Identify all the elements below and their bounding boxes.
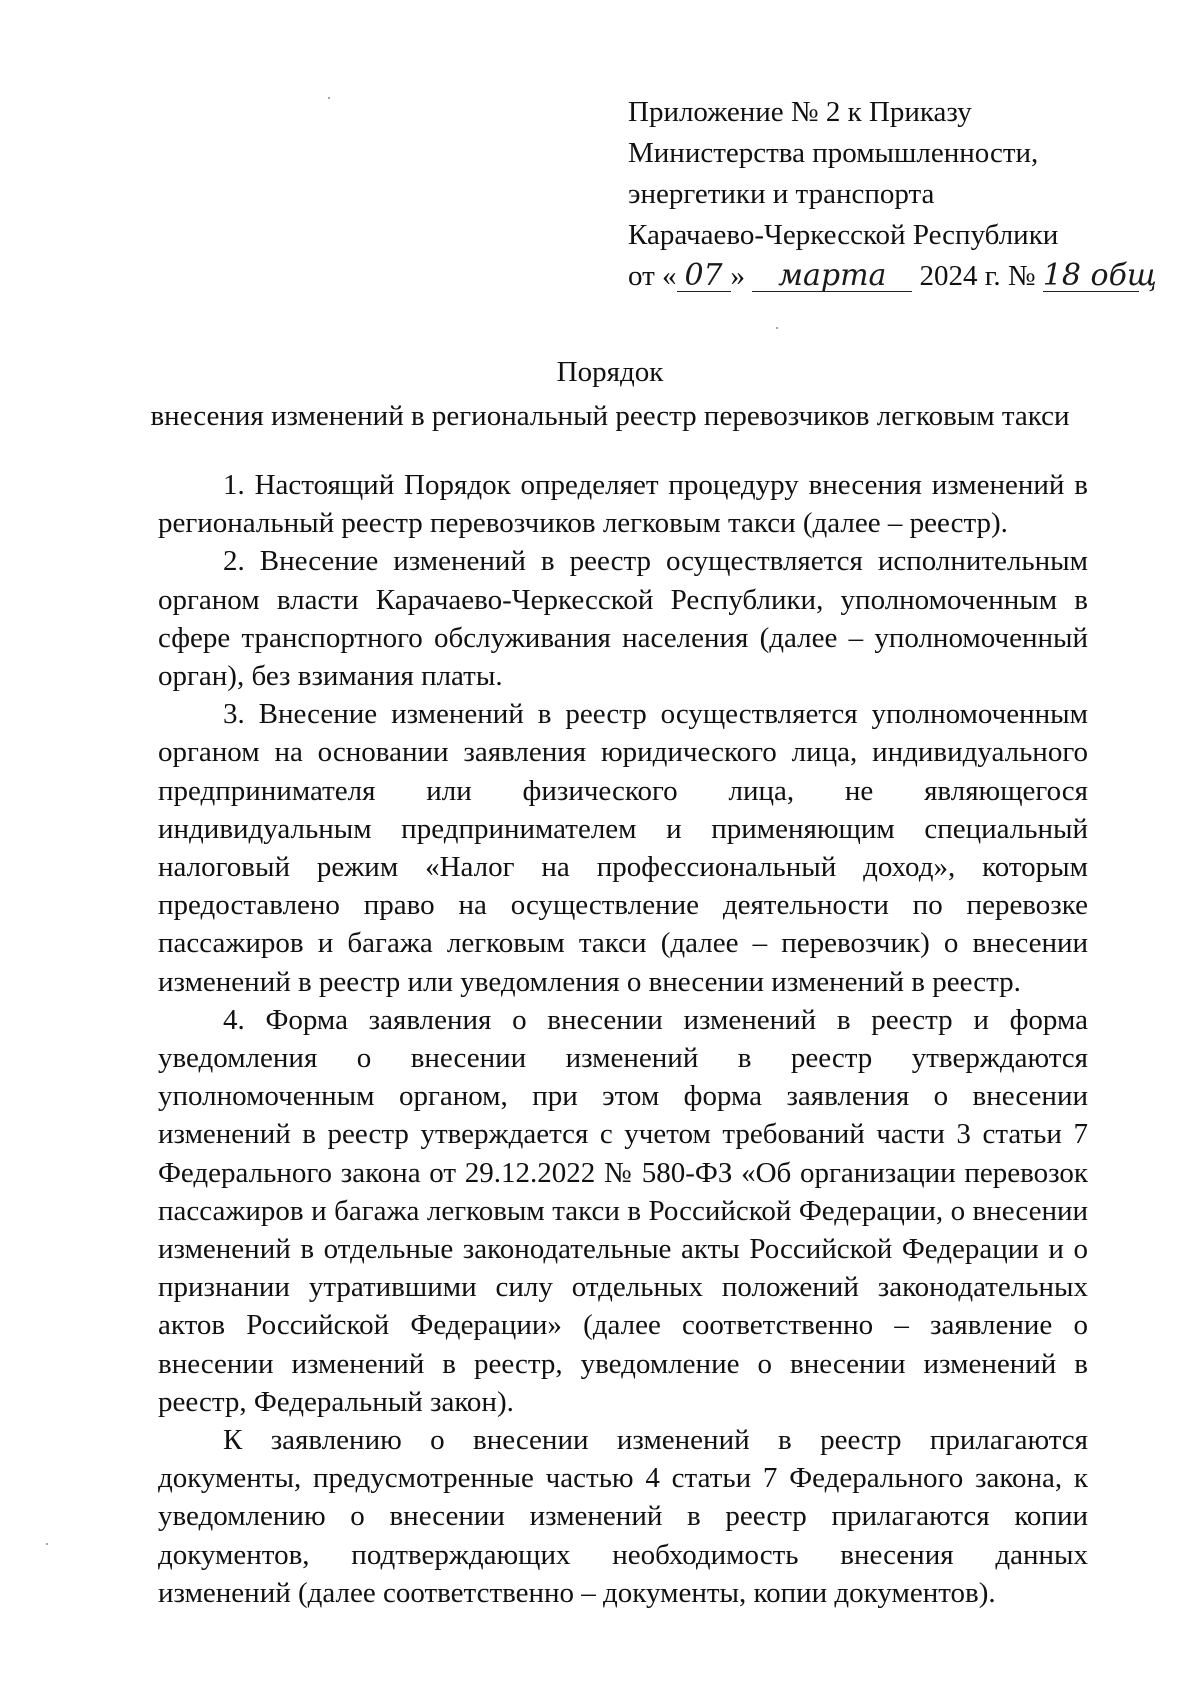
ministry-line-continued: энергетики и транспорта [628,178,935,210]
scan-speck [328,97,330,99]
date-mid: » [730,260,746,292]
scan-speck [46,1543,48,1545]
paragraph-1: 1. Настоящий Порядок определяет процедуру внесения изменений в региональный реестр перевозчиков легковым такси (далее – реестр). [158,469,1088,540]
paragraph-2: 2. Внесение изменений в реестр осуществляется исполнительным органом власти Карачаево-Черкесской Республики, уполномоченным в сфере транспортного обслуживания населения (далее – уполномоченный орган), без взимания платы. [158,545,1088,693]
date-year: 2024 г. № [919,260,1036,292]
paragraph-5: К заявлению о внесении изменений в реестр прилагаются документы, предусмотренные частью 4 статьи 7 Федерального закона, к уведомлению о внесении изменений в реестр прилагаются копии документов, подтверждающих необходимость внесения данных изменений (далее соответственно – документы, копии документов). [158,1424,1088,1609]
appendix-header [628,92,1157,297]
handwritten-day: 07 [677,261,731,292]
appendix-line: Приложение № 2 к Приказу [628,96,972,128]
title-subtitle: внесения изменений в региональный реестр перевозчиков легковым такси [150,400,1070,432]
document-body [158,466,1088,1612]
document-title [150,350,1070,438]
paragraph-4: 4. Форма заявления о внесении изменений в реестр и форма уведомления о внесении изменений в реестр утверждаются уполномоченным органом, при этом форма заявления о внесении изменений в реестр утверждается с учетом требований части 3 статьи 7 Федерального закона от 29.12.2022 № 580-ФЗ «Об организации перевозок пассажиров и багажа легковым такси в Российской Федерации, о внесении изменений в отдельные законодательные акты Российской Федерации и о признании утратившими силу отдельных положений законодательных актов Российской Федерации» (далее соответственно – заявление о внесении изменений в реестр, уведомление о внесении изменений в реестр, Федеральный закон). [158,1003,1088,1418]
paragraph-3: 3. Внесение изменений в реестр осуществляется уполномоченным органом на основании заявления юридического лица, индивидуального предпринимателя или физического лица, не являющегося индивидуальным предпринимателем и применяющим специальный налоговый режим «Налог на профессиональный доход», которым предоставлено право на осуществление деятельности по перевозке пассажиров и багажа легковым такси (далее – перевозчик) о внесении изменений в реестр или уведомления о внесении изменений в реестр. [158,698,1088,998]
handwritten-order-number: 18 общ [1042,258,1157,293]
handwritten-month: марта [752,261,912,292]
title-main: Порядок [556,356,664,388]
order-date-line [628,256,1157,297]
date-prefix: от « [628,260,677,292]
scan-speck [776,327,778,329]
republic-line: Карачаево-Черкесской Республики [628,219,1059,251]
ministry-line: Министерства промышленности, [628,137,1039,169]
